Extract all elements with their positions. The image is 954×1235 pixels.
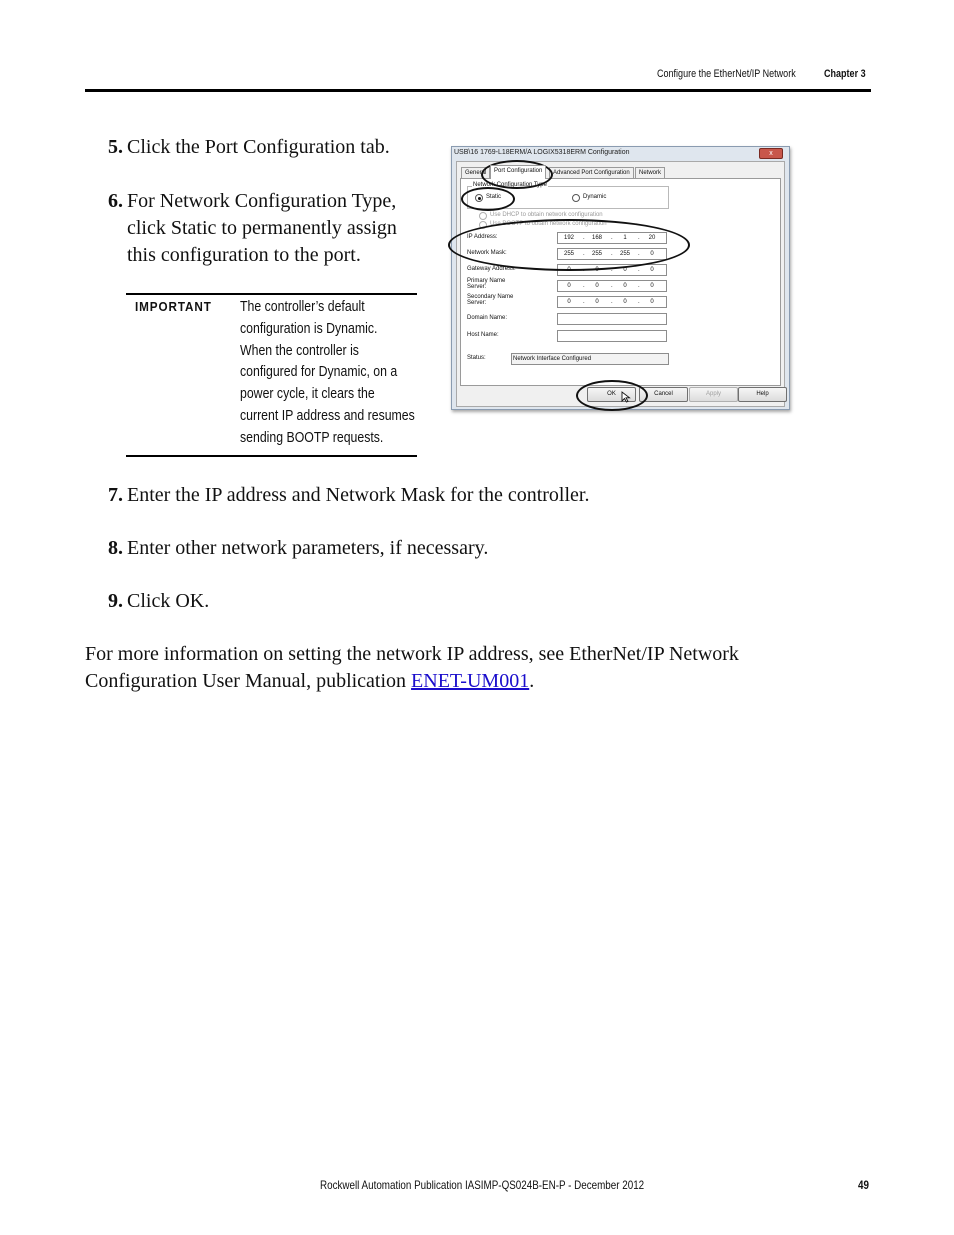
- static-radio-label: Static: [486, 194, 502, 200]
- ip-address-field[interactable]: 192 . 168 . 1 . 20: [557, 232, 667, 244]
- step-text: Enter other network parameters, if necessary.: [127, 537, 489, 559]
- bootp-option-label: Use BOOTP to obtain network configuration: [490, 221, 607, 227]
- important-line: When the controller is: [240, 341, 359, 359]
- secondary-octet: 0: [650, 299, 654, 305]
- step-text-line: click Static to permanently assign: [127, 217, 397, 239]
- important-line: configuration is Dynamic.: [240, 319, 378, 337]
- important-line: current IP address and resumes: [240, 406, 415, 424]
- important-text: [240, 296, 416, 449]
- step-6: [85, 188, 425, 269]
- header-rule: [85, 89, 871, 92]
- dynamic-radio[interactable]: [572, 194, 580, 202]
- status-label: Status:: [467, 355, 486, 361]
- important-label: IMPORTANT: [135, 299, 212, 314]
- status-field: Network Interface Configured: [511, 353, 669, 365]
- gateway-address-field[interactable]: 0 . 0 . 0 . 0: [557, 264, 667, 276]
- cancel-button[interactable]: Cancel: [639, 387, 688, 402]
- primary-name-server-label: Primary Name Server:: [467, 278, 506, 290]
- configuration-dialog: [451, 146, 790, 410]
- network-mask-field[interactable]: 255 . 255 . 255 . 0: [557, 248, 667, 260]
- bootp-radio[interactable]: [479, 221, 487, 229]
- step-number: 6.: [108, 190, 123, 212]
- domain-name-label: Domain Name:: [467, 315, 508, 321]
- help-button[interactable]: Help: [738, 387, 787, 402]
- step-8: [85, 535, 785, 562]
- gateway-octet: 0: [595, 267, 599, 273]
- paragraph-line: For more information on setting the network IP address, see EtherNet/IP Network: [85, 643, 739, 665]
- step-number: 7.: [108, 484, 123, 506]
- domain-name-field[interactable]: [557, 313, 667, 325]
- important-bottom-rule: [126, 455, 417, 457]
- mask-octet: 255: [563, 251, 574, 257]
- ok-button[interactable]: OK: [587, 387, 636, 402]
- secondary-name-server-field[interactable]: 0 . 0 . 0 . 0: [557, 296, 667, 308]
- step-text: Click OK.: [127, 590, 210, 612]
- primary-octet: 0: [595, 283, 599, 289]
- static-radio[interactable]: [475, 194, 483, 202]
- step-9: [85, 588, 785, 615]
- more-info-paragraph: [85, 641, 875, 695]
- ip-octet: 168: [591, 235, 602, 241]
- apply-button[interactable]: Apply: [689, 387, 738, 402]
- primary-name-server-field[interactable]: 0 . 0 . 0 . 0: [557, 280, 667, 292]
- primary-octet: 0: [623, 283, 627, 289]
- ip-address-label: IP Address:: [467, 234, 498, 240]
- secondary-octet: 0: [567, 299, 571, 305]
- important-line: power cycle, it clears the: [240, 385, 375, 403]
- step-text: Enter the IP address and Network Mask for the controller.: [127, 484, 590, 506]
- mask-octet: 255: [591, 251, 602, 257]
- tab-advanced-port-configuration[interactable]: Advanced Port Configuration: [549, 167, 634, 179]
- page-number: 49: [858, 1178, 869, 1192]
- tab-port-configuration[interactable]: Port Configuration: [490, 165, 546, 179]
- dhcp-option-label: Use DHCP to obtain network configuration: [490, 212, 603, 218]
- tab-general[interactable]: General: [461, 167, 490, 179]
- network-configuration-type-group: [467, 182, 669, 209]
- step-text-line: this configuration to the port.: [127, 244, 361, 266]
- ip-octet: 192: [563, 235, 574, 241]
- important-top-rule: [126, 293, 417, 295]
- dhcp-radio[interactable]: [479, 212, 487, 220]
- primary-octet: 0: [567, 283, 571, 289]
- paragraph-line: Configuration User Manual, publication ENET-UM001.: [85, 670, 535, 692]
- secondary-octet: 0: [623, 299, 627, 305]
- dialog-title: USB\16 1769-L18ERM/A LOGIX5318ERM Configuration: [454, 149, 630, 156]
- host-name-label: Host Name:: [467, 332, 499, 338]
- step-number: 5.: [108, 136, 123, 158]
- footer-publication: Rockwell Automation Publication IASIMP-QS024B-EN-P - December 2012: [320, 1178, 645, 1192]
- step-number: 9.: [108, 590, 123, 612]
- step-text: Click the Port Configuration tab.: [127, 136, 390, 158]
- important-line: sending BOOTP requests.: [240, 428, 384, 446]
- tab-network[interactable]: Network: [635, 167, 665, 179]
- step-7: [85, 482, 785, 509]
- close-button[interactable]: x: [759, 148, 783, 159]
- step-number: 8.: [108, 537, 123, 559]
- step-5: [85, 134, 425, 161]
- mask-octet: 0: [650, 251, 654, 257]
- gateway-octet: 0: [650, 267, 654, 273]
- ip-octet: 1: [623, 235, 627, 241]
- secondary-octet: 0: [595, 299, 599, 305]
- dynamic-radio-label: Dynamic: [583, 194, 607, 200]
- port-configuration-panel: [460, 178, 781, 386]
- mask-octet: 255: [619, 251, 630, 257]
- running-header-chapter: Chapter 3: [824, 68, 866, 80]
- gateway-octet: 0: [567, 267, 571, 273]
- network-mask-label: Network Mask:: [467, 250, 507, 256]
- gateway-octet: 0: [623, 267, 627, 273]
- ip-octet: 20: [648, 235, 656, 241]
- step-text-line: For Network Configuration Type,: [127, 190, 397, 212]
- mouse-pointer-icon: [621, 391, 631, 403]
- primary-octet: 0: [650, 283, 654, 289]
- network-configuration-type-legend: Network Configuration Type: [473, 182, 547, 188]
- host-name-field[interactable]: [557, 330, 667, 342]
- important-line: configured for Dynamic, on a: [240, 363, 398, 381]
- enet-um001-link[interactable]: ENET-UM001: [411, 670, 530, 692]
- important-line: The controller’s default: [240, 298, 365, 315]
- secondary-name-server-label: Secondary Name Server:: [467, 294, 514, 306]
- running-header-section: Configure the EtherNet/IP Network: [657, 68, 796, 80]
- gateway-address-label: Gateway Address:: [467, 266, 516, 272]
- dialog-body: [456, 161, 785, 407]
